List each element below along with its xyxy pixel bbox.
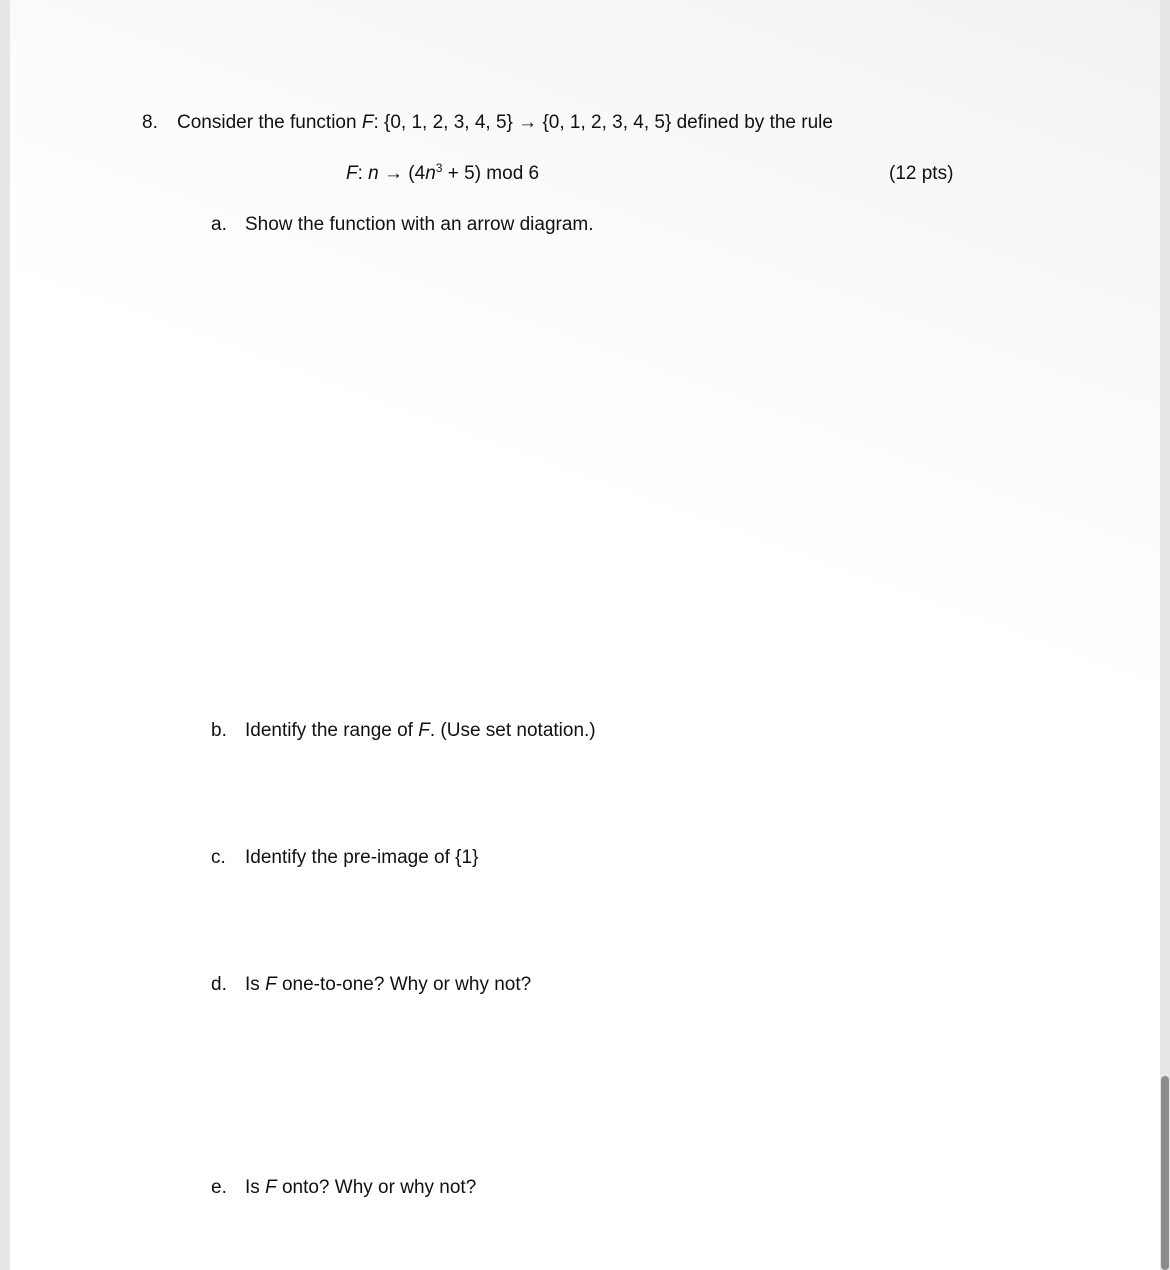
part-d-text-1: Is	[245, 974, 266, 995]
part-a-text: Show the function with an arrow diagram.	[245, 214, 594, 235]
part-c-letter: c.	[211, 847, 226, 868]
rule-arrow: → (4	[378, 163, 426, 184]
rule-tail: + 5) mod 6	[442, 163, 540, 184]
rule-colon: :	[357, 163, 369, 184]
part-b-text-1: Identify the range of	[245, 720, 419, 741]
rule-f-symbol: F	[346, 163, 358, 184]
rule-exponent: 3	[435, 161, 443, 175]
part-c-text: Identify the pre-image of {1}	[245, 847, 479, 868]
document-page	[10, 0, 1160, 1270]
part-d-f-symbol: F	[265, 974, 277, 995]
part-d-text	[245, 973, 531, 997]
intro-text-1: Consider the function	[177, 112, 362, 133]
part-e-text-2: onto? Why or why not?	[276, 1177, 477, 1198]
points-label: (12 pts)	[889, 163, 954, 184]
question-number: 8.	[142, 112, 158, 133]
part-d-letter: d.	[211, 974, 227, 995]
part-e-letter: e.	[211, 1177, 227, 1198]
scrollbar-thumb[interactable]	[1161, 1076, 1169, 1270]
part-e-f-symbol: F	[265, 1177, 277, 1198]
part-e-text-1: Is	[245, 1177, 266, 1198]
part-d-text-2: one-to-one? Why or why not?	[276, 974, 532, 995]
function-symbol: F	[361, 112, 374, 133]
question-intro	[177, 111, 833, 135]
part-a-letter: a.	[211, 214, 227, 235]
function-rule	[346, 162, 539, 186]
rule-n2-symbol: n	[425, 163, 436, 184]
intro-text-2: : {0, 1, 2, 3, 4, 5} → {0, 1, 2, 3, 4, 5} defined by the rule	[373, 112, 833, 133]
part-b-letter: b.	[211, 720, 227, 741]
part-b-text-2: . (Use set notation.)	[429, 720, 596, 741]
part-b-f-symbol: F	[418, 720, 430, 741]
rule-n-symbol: n	[368, 163, 379, 184]
part-e-text	[245, 1176, 476, 1200]
part-b-text	[245, 719, 596, 743]
